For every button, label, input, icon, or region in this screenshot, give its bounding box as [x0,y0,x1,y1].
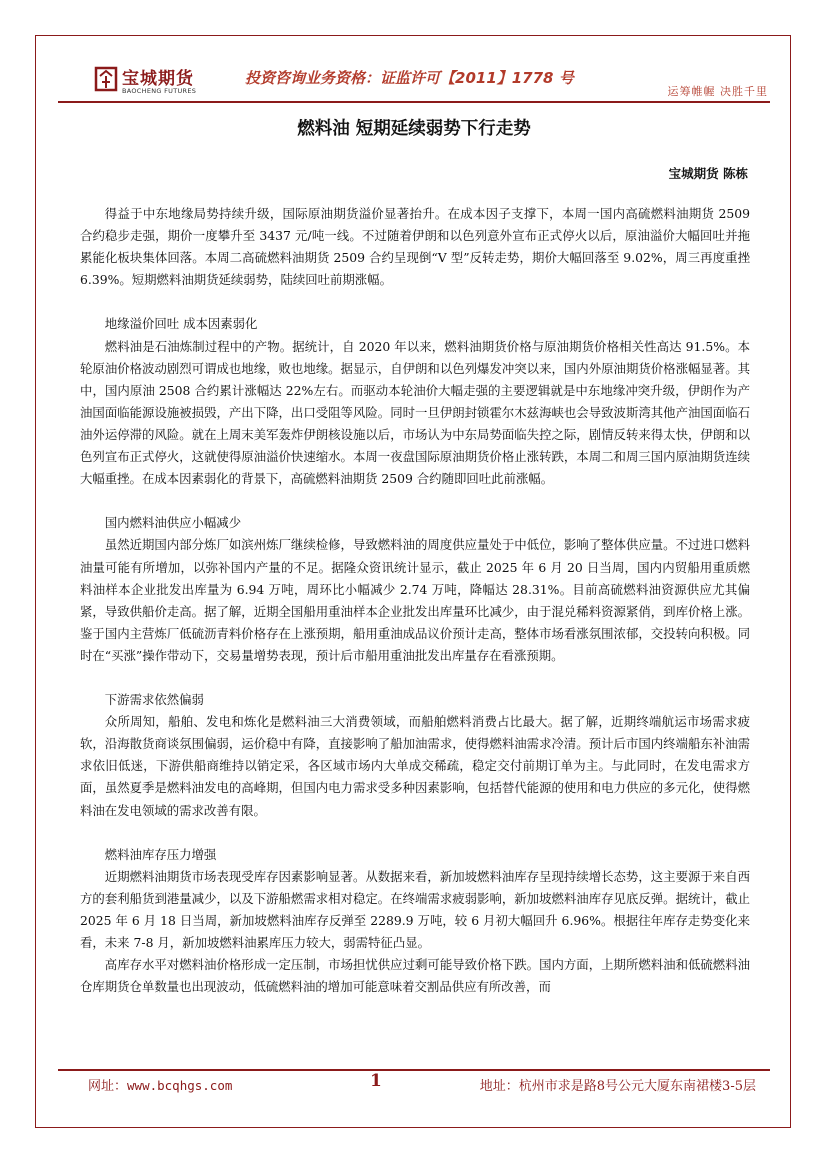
logo-english-name: BAOCHENG FUTURES [122,87,197,95]
section-paragraph: 燃料油是石油炼制过程中的产物。据统计，自 2020 年以来，燃料油期货价格与原油期货价格相关性高达 91.5%。本轮原油价格波动剧烈可谓成也地缘，败也地缘。据显示，自伊朗和以色列爆发冲突以来，国内外原油期货价格涨幅显著。其中，国内原油 2508 合约累计涨幅达 22%左右。而驱动本轮油价大幅走强的主要逻辑就是中东地缘冲突升级，伊朗作为产油国面临能源设施被损毁，产出下降，出口受阻等风险。同时一旦伊朗封锁霍尔木兹海峡也会导致波斯湾其他产油国面临石油外运停滞的风险。就在上周末美军轰炸伊朗核设施以后，市场认为中东局势面临失控之际，剧情反转来得太快，伊朗和以色列宣布正式停火，这就使得原油溢价快速缩水。本周一夜盘国际原油期货价格止涨转跌，本周二和周三国内原油期货连续大幅重挫。在成本因素弱化的背景下，高硫燃料油期货 2509 合约随即回吐此前涨幅。 [80,338,750,487]
website [88,1075,232,1094]
section-paragraph: 近期燃料油期货市场表现受库存因素影响显著。从数据来看，新加坡燃料油库存呈现持续增长态势，这主要源于来自西方的套利船货到港量减少，以及下游船燃需求相对稳定。在终端需求疲弱影响，新加坡燃料油库存见底反弹。据统计，截止 2025 年 6 月 18 日当周，新加坡燃料油库存反弹至 2289.9 万吨，较 6 月初大幅回升 6.96%。根据往年库存走势变化来看，未来 7-8 月，新加坡燃料油累库压力较大，弱需特征凸显。 [80,868,750,951]
article-body [80,203,750,998]
page-footer [58,1073,770,1097]
footer-divider [58,1069,770,1071]
company-address: 地址：杭州市求是路8号公元大厦东南裙楼3-5层 [479,1079,756,1094]
intro-paragraph: 得益于中东地缘局势持续升级，国际原油期货溢价显著抬升。在成本因子支撑下，本周一国内高硫燃料油期货 2509 合约稳步走强，期价一度攀升至 3437 元/吨一线。不过随着伊朗和以色列意外宣布正式停火以后，原油溢价大幅回吐并拖累能化板块集体回落。本周二高硫燃料油期货 2509 合约呈现倒“V 型”反转走势，期价大幅回落至 9.02%，周三再度重挫 6.39%。短期燃料油期货延续弱势，陆续回吐前期涨幅。 [80,206,750,288]
logo-emblem-icon [94,64,120,94]
page-number: 1 [370,1071,382,1091]
section-heading: 下游需求依然偏弱 [104,692,204,708]
article-author: 宝城期货 陈栋 [668,166,748,181]
section-heading: 燃料油库存压力增强 [104,846,217,862]
header-divider [58,101,770,103]
logo-chinese-name: 宝城期货 [122,69,194,89]
section-heading: 国内燃料油供应小幅减少 [104,515,242,531]
page-header [58,56,770,101]
section-paragraph: 众所周知，船舶、发电和炼化是燃料油三大消费领域，而船舶燃料消费占比最大。据了解，近期终端航运市场需求疲软，沿海散货商谈氛围偏弱，运价稳中有降，直接影响了船加油需求，使得燃料油需求冷清。预计后市国内终端船东补油需求依旧低迷，下游供船商维持以销定采，各区域市场内大单成交稀疏，稳定交付前期订单为主。与此同时，在发电需求方面，虽然夏季是燃料油发电的高峰期，但国内电力需求受多种因素影响，包括替代能源的使用和电力供应的多元化，使得燃料油在发电领域的需求改善有限。 [80,714,750,818]
company-logo [94,64,204,100]
article-title: 燃料油 短期延续弱势下行走势 [297,119,531,139]
website-link[interactable]: www.bcqhgs.com [127,1078,233,1093]
section-paragraph: 高库存水平对燃料油价格形成一定压制，市场担忧供应过剩可能导致价格下跌。国内方面，上期所燃料油和低硫燃料油仓库期货仓单数量也出现波动，低硫燃料油的增加可能意味着交割品供应有所改善，而 [80,957,750,995]
license-statement: 投资咨询业务资格：证监许可【2011】1778 号 [245,69,574,87]
section-heading: 地缘溢价回吐 成本因素弱化 [104,316,258,332]
website-label: 网址： [88,1079,128,1094]
company-slogan: 运筹帷幄 决胜千里 [667,85,768,98]
section-paragraph: 虽然近期国内部分炼厂如滨州炼厂继续检修，导致燃料油的周度供应量处于中低位，影响了整体供应量。不过进口燃料油量可能有所增加，以弥补国内产量的不足。据隆众资讯统计显示，截止 2025 年 6 月 20 日当周，国内内贸船用重质燃料油样本企业批发出库量为 6.94 万吨，周环比小幅减少 2.74 万吨，降幅达 28.31%。目前高硫燃料油资源供应尤其偏紧，导致供船价走高。据了解，近期全国船用重油样本企业批发出库量环比减少，由于混兑稀料资源紧俏，到库价格上涨。鉴于国内主营炼厂低硫沥青料价格存在上涨预期，船用重油成品议价预计走高，整体市场看涨氛围浓郁，交投转向积极。同时在“买涨”操作带动下，交易量增势表现，预计后市船用重油批发出库量存在看涨预期。 [80,537,750,663]
